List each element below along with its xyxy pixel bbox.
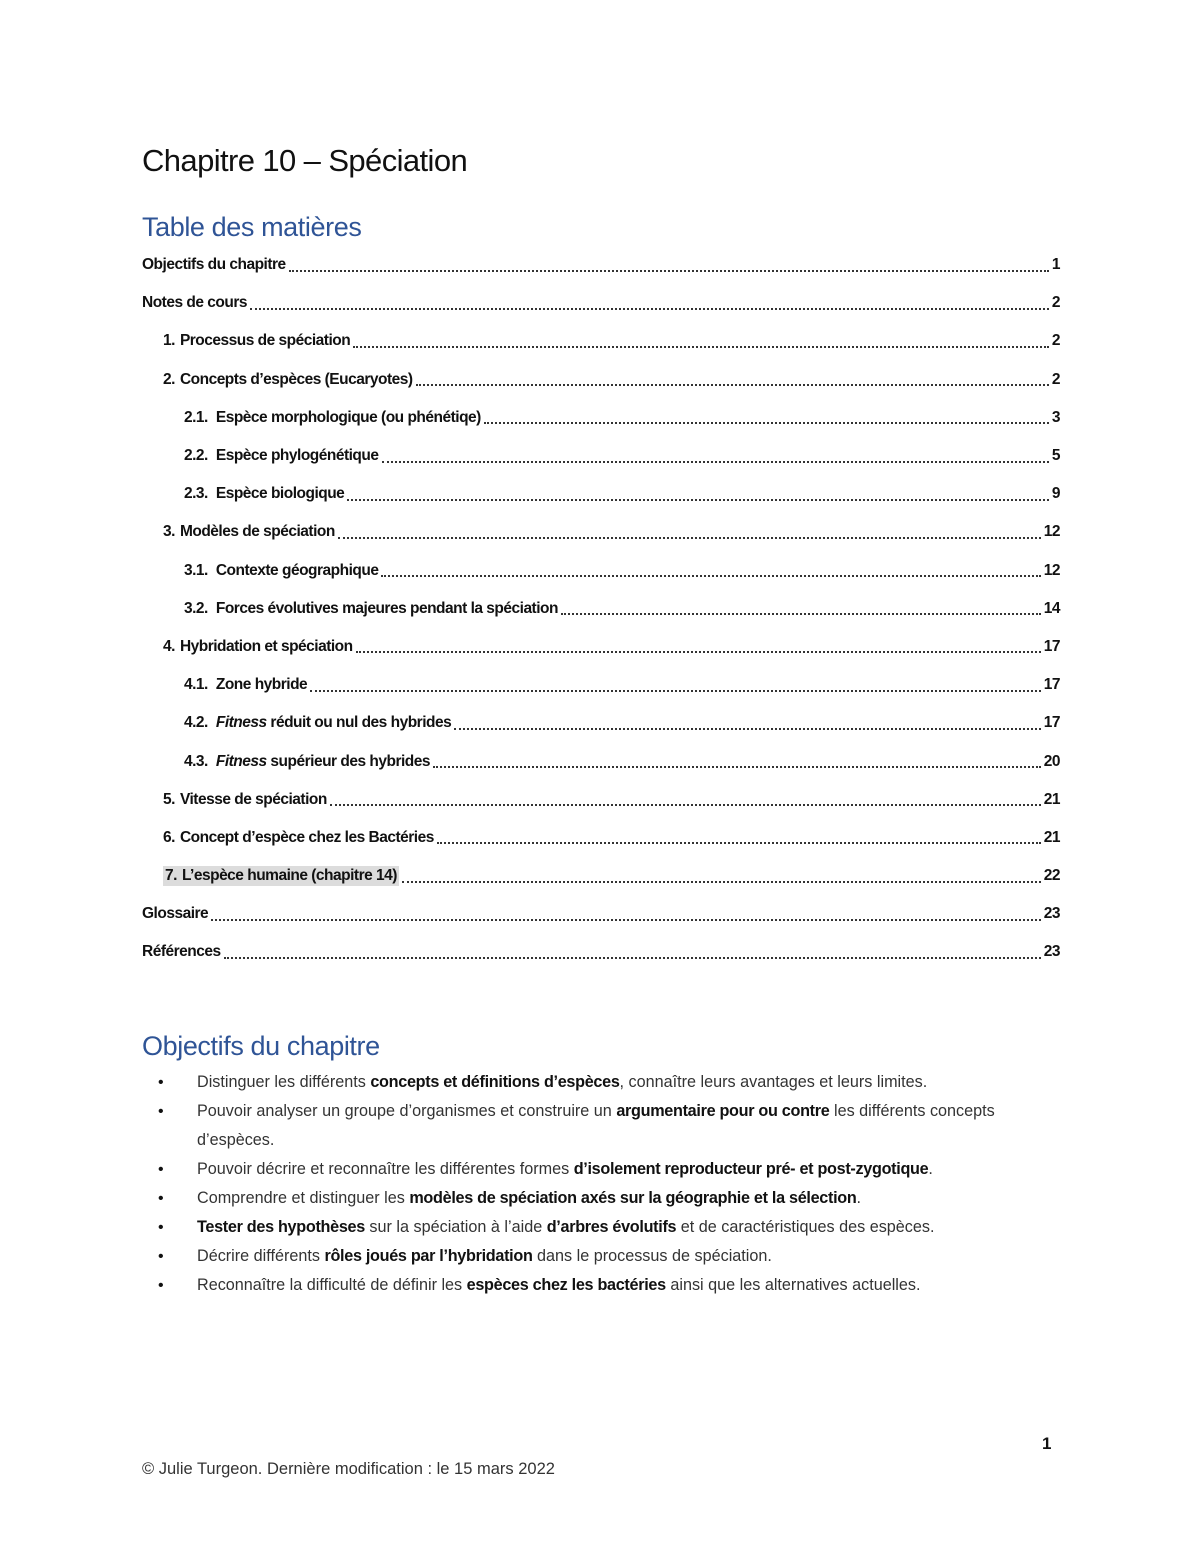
objective-text: les différents concepts d’espèces. <box>197 1102 995 1149</box>
toc-page-number: 3 <box>1051 408 1060 426</box>
toc-entry-label <box>184 447 379 465</box>
toc-heading: Table des matières <box>142 212 362 242</box>
toc-entry-italic: Fitness <box>215 752 267 770</box>
objective-emphasis: modèles de spéciation axés sur la géographie et la sélection <box>409 1189 857 1207</box>
objective-emphasis: d’arbres évolutifs <box>546 1218 677 1236</box>
toc-entry-text: Espèce biologique <box>215 485 345 503</box>
toc-entry-number: 4.1. <box>184 676 208 694</box>
objective-text: et de caractéristiques des espèces. <box>676 1218 935 1236</box>
toc-entry-number: 4. <box>163 637 175 655</box>
toc-entry-label <box>163 638 353 656</box>
objective-text: . <box>856 1189 861 1207</box>
objective-item <box>142 1271 1062 1300</box>
bullet-icon: • <box>158 1074 164 1091</box>
toc-entry-number: 3. <box>163 523 175 541</box>
toc-entry[interactable] <box>142 475 1060 513</box>
toc-entry-number: 2.2. <box>184 447 208 465</box>
toc-entry-number: 7. <box>165 867 177 885</box>
toc-entry-text: Forces évolutives majeures pendant la spéciation <box>215 599 558 617</box>
toc-entry[interactable] <box>142 590 1060 628</box>
toc-entry[interactable] <box>142 322 1060 360</box>
toc-page-number: 23 <box>1043 905 1060 923</box>
toc-entry-label <box>142 294 247 312</box>
toc-entry-number: 5. <box>163 790 175 808</box>
toc-entry[interactable] <box>142 857 1060 895</box>
toc-dot-leader <box>433 765 1041 768</box>
toc-entry-label <box>184 409 481 427</box>
objective-item <box>142 1184 1062 1213</box>
bullet-icon: • <box>158 1219 164 1236</box>
objective-emphasis: concepts et définitions d’espèces <box>370 1073 620 1091</box>
toc-dot-leader <box>347 498 1049 501</box>
page-number: 1 <box>1042 1434 1052 1453</box>
bullet-icon: • <box>158 1190 164 1207</box>
toc-page-number: 21 <box>1043 828 1060 846</box>
toc-entry-text: Concepts d’espèces (Eucaryotes) <box>179 370 413 388</box>
toc-entry[interactable] <box>142 781 1060 819</box>
toc-entry-text: Objectifs du chapitre <box>142 256 286 274</box>
toc-entry-label <box>184 676 307 694</box>
toc-entry[interactable] <box>142 246 1060 284</box>
bullet-icon: • <box>158 1103 164 1120</box>
toc-page-number: 14 <box>1043 599 1060 617</box>
objectives-list <box>142 1068 1062 1300</box>
toc-entry-label <box>142 256 286 274</box>
toc-page-number: 17 <box>1043 714 1060 732</box>
toc-entry-label <box>142 905 208 923</box>
toc-entry-text: Modèles de spéciation <box>179 523 335 541</box>
toc-entry[interactable] <box>142 284 1060 322</box>
toc-entry-label <box>163 523 335 541</box>
toc-entry-label <box>163 371 413 389</box>
objective-text: . <box>928 1160 933 1178</box>
toc-entry-label <box>142 943 221 961</box>
toc-dot-leader <box>330 803 1041 806</box>
toc-page-number: 2 <box>1051 332 1060 350</box>
toc-dot-leader <box>356 650 1041 653</box>
toc-page-number: 1 <box>1051 256 1060 274</box>
toc-dot-leader <box>402 880 1041 883</box>
bullet-icon: • <box>158 1277 164 1294</box>
objective-item <box>142 1213 1062 1242</box>
toc-entry[interactable] <box>142 895 1060 933</box>
objective-text: , connaître leurs avantages et leurs limites. <box>619 1073 928 1091</box>
toc-entry-label <box>163 791 327 809</box>
toc-entry-label <box>184 714 451 732</box>
toc-entry-text: Contexte géographique <box>215 561 379 579</box>
toc-entry-text: Zone hybride <box>215 676 308 694</box>
toc-entry-text: Vitesse de spéciation <box>179 790 327 808</box>
objective-item <box>142 1155 1062 1184</box>
objectives-heading: Objectifs du chapitre <box>142 1031 380 1061</box>
toc-entry-text: réduit ou nul des hybrides <box>266 714 452 732</box>
toc-dot-leader <box>353 345 1049 348</box>
toc-entry-text: Espèce morphologique (ou phénétiqe) <box>215 408 481 426</box>
toc-dot-leader <box>561 612 1041 615</box>
toc-page-number: 2 <box>1051 370 1060 388</box>
objective-text: dans le processus de spéciation. <box>532 1247 772 1265</box>
toc-dot-leader <box>338 536 1041 539</box>
toc-page-number: 5 <box>1051 447 1060 465</box>
toc-entry-label <box>163 332 350 350</box>
toc-entry[interactable] <box>142 513 1060 551</box>
toc-entry[interactable] <box>142 437 1060 475</box>
toc-entry-number: 3.1. <box>184 561 208 579</box>
toc-entry-text: Espèce phylogénétique <box>215 447 379 465</box>
toc-page-number: 17 <box>1043 676 1060 694</box>
toc-dot-leader <box>437 841 1041 844</box>
table-of-contents <box>142 246 1060 972</box>
toc-entry-number: 1. <box>163 332 175 350</box>
objective-text: Reconnaître la difficulté de définir les <box>197 1276 467 1294</box>
toc-entry-number: 6. <box>163 828 175 846</box>
toc-entry-text: supérieur des hybrides <box>266 752 430 770</box>
objective-text: ainsi que les alternatives actuelles. <box>665 1276 921 1294</box>
toc-dot-leader <box>382 460 1049 463</box>
objective-item <box>142 1068 1062 1097</box>
toc-entry[interactable] <box>142 666 1060 704</box>
toc-page-number: 21 <box>1043 790 1060 808</box>
toc-entry[interactable] <box>142 628 1060 666</box>
toc-entry-italic: Fitness <box>215 714 267 732</box>
objective-text: Distinguer les différents <box>197 1073 371 1091</box>
toc-entry-number: 4.3. <box>184 752 208 770</box>
document-title: Chapitre 10 – Spéciation <box>142 143 468 178</box>
toc-entry-number: 2.1. <box>184 408 208 426</box>
toc-dot-leader <box>310 689 1041 692</box>
toc-entry-text: Hybridation et spéciation <box>179 637 353 655</box>
toc-entry[interactable] <box>142 399 1060 437</box>
toc-entry-label <box>163 866 399 886</box>
footer-copyright: © Julie Turgeon. Dernière modification : le 15 mars 2022 <box>142 1460 555 1478</box>
toc-entry-number: 3.2. <box>184 599 208 617</box>
objective-text: Comprendre et distinguer les <box>197 1189 410 1207</box>
toc-entry-label <box>184 562 378 580</box>
toc-entry[interactable] <box>142 819 1060 857</box>
toc-dot-leader <box>454 727 1041 730</box>
toc-page-number: 12 <box>1043 561 1060 579</box>
toc-dot-leader <box>211 918 1041 921</box>
toc-entry-label <box>184 600 558 618</box>
toc-page-number: 23 <box>1043 943 1060 961</box>
toc-page-number: 17 <box>1043 637 1060 655</box>
objective-emphasis: espèces chez les bactéries <box>466 1276 666 1294</box>
objective-text: Pouvoir analyser un groupe d’organismes et construire un <box>197 1102 617 1120</box>
toc-entry[interactable] <box>142 704 1060 742</box>
objective-item <box>142 1242 1062 1271</box>
toc-entry-label <box>184 753 430 771</box>
toc-entry-text: L’espèce humaine (chapitre 14) <box>181 867 397 885</box>
toc-entry[interactable] <box>142 742 1060 780</box>
objective-emphasis: argumentaire pour ou contre <box>616 1102 830 1120</box>
objective-emphasis: d’isolement reproducteur pré- et post-zygotique <box>573 1160 929 1178</box>
toc-page-number: 12 <box>1043 523 1060 541</box>
toc-entry-number: 4.2. <box>184 714 208 732</box>
toc-page-number: 9 <box>1051 485 1060 503</box>
toc-dot-leader <box>250 307 1049 310</box>
toc-page-number: 22 <box>1043 867 1060 885</box>
toc-entry-text: Concept d’espèce chez les Bactéries <box>179 828 434 846</box>
objective-text: sur la spéciation à l’aide <box>364 1218 547 1236</box>
toc-entry-label <box>184 485 344 503</box>
toc-entry-label <box>163 829 434 847</box>
toc-dot-leader <box>416 383 1049 386</box>
objective-text: Décrire différents <box>197 1247 325 1265</box>
objective-text: Pouvoir décrire et reconnaître les différentes formes <box>197 1160 574 1178</box>
toc-page-number: 20 <box>1043 752 1060 770</box>
objective-emphasis: rôles joués par l’hybridation <box>324 1247 533 1265</box>
toc-dot-leader <box>381 574 1040 577</box>
bullet-icon: • <box>158 1161 164 1178</box>
toc-entry-number: 2. <box>163 370 175 388</box>
objective-item <box>142 1097 1062 1155</box>
toc-entry-text: Glossaire <box>142 905 209 923</box>
toc-entry[interactable] <box>142 552 1060 590</box>
toc-entry[interactable] <box>142 361 1060 399</box>
toc-page-number: 2 <box>1051 294 1060 312</box>
toc-dot-leader <box>484 421 1049 424</box>
toc-entry-text: Références <box>142 943 221 961</box>
toc-dot-leader <box>224 956 1041 959</box>
objective-emphasis: Tester des hypothèses <box>197 1218 365 1236</box>
toc-entry-text: Notes de cours <box>142 294 247 312</box>
toc-entry-text: Processus de spéciation <box>179 332 351 350</box>
toc-entry-number: 2.3. <box>184 485 208 503</box>
toc-dot-leader <box>289 269 1049 272</box>
toc-entry[interactable] <box>142 933 1060 971</box>
bullet-icon: • <box>158 1248 164 1265</box>
